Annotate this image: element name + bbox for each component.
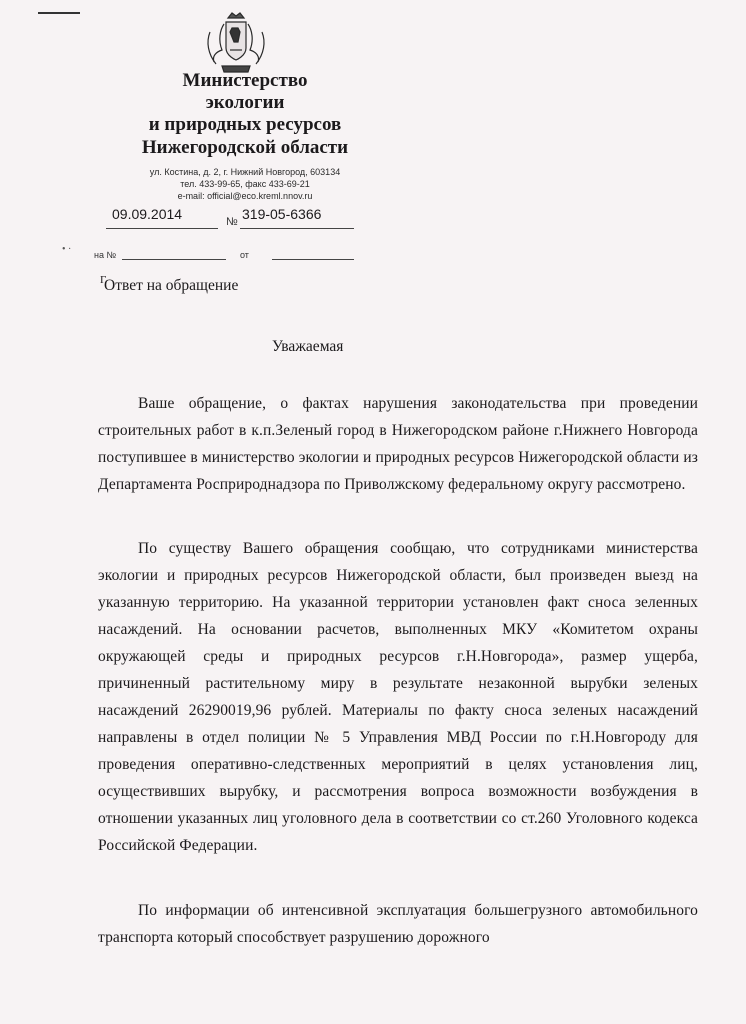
address-line: ул. Костина, д. 2, г. Нижний Новгород, 603134 bbox=[149, 167, 341, 177]
ministry-name-line2: экологии bbox=[205, 92, 285, 113]
email-line: e-mail: official@eco.kreml.nnov.ru bbox=[177, 191, 313, 201]
stray-marks: • · bbox=[62, 244, 72, 255]
paragraph-3: По информации об интенсивной эксплуатация большегрузного автомобильного транспорта который способствует разрушению дорожного bbox=[98, 902, 698, 946]
coat-of-arms-icon bbox=[202, 10, 270, 76]
ministry-name-line3: и природных ресурсов bbox=[148, 114, 342, 135]
paragraph-1: Ваше обращение, о фактах нарушения законодательства при проведении строительных работ в к.п.Зеленый город в Нижегородском районе г.Нижнего Новгорода поступившее в министерство экологии и природных ресурсов Нижегородской области из Департамента Росприроднадзора по Приволжскому федеральному округу рассмотрено. bbox=[98, 395, 698, 493]
corner-bracket: Γ bbox=[100, 274, 107, 286]
number-underline bbox=[240, 228, 354, 229]
paragraph-2: По существу Вашего обращения сообщаю, что сотрудниками министерства экологии и природных ресурсов Нижегородской области, был произведен выезд на указанную территорию. На указанной территории установлен факт сноса зеленных насаждений. На основании расчетов, выполненных МКУ «Комитетом охраны окружающей среды и природных ресурсов г.Н.Новгорода», размер ущерба, причиненный растительному миру в результате незаконной вырубки зеленых насаждений 26290019,96 рублей. Материалы по факту сноса зеленых насаждений направлены в отдел полиции № 5 Управления МВД России по г.Н.Новгороду для проведения оперативно-следственных мероприятий в целях установления лиц, осуществивших вырубку, и рассмотрения вопроса возможности возбуждения в отношении указанных лиц уголовного дела в соответствии со ст.260 Уголовного кодекса Российской Федерации. bbox=[98, 540, 698, 854]
ministry-name-line1: Министерство bbox=[182, 70, 308, 91]
letter-date: 09.09.2014 bbox=[112, 206, 183, 222]
ref-number-field bbox=[122, 259, 226, 260]
number-label: № bbox=[226, 216, 238, 228]
ministry-name-line4: Нижегородской области bbox=[141, 137, 349, 158]
letter-number: 319-05-6366 bbox=[242, 206, 322, 222]
ref-number-label: на № bbox=[94, 250, 117, 260]
ref-date-field bbox=[272, 259, 354, 260]
subject-text: Ответ на обращение bbox=[104, 277, 239, 294]
greeting: Уважаемая bbox=[272, 338, 344, 355]
corner-mark bbox=[38, 12, 80, 14]
phone-line: тел. 433-99-65, факс 433-69-21 bbox=[180, 179, 310, 189]
date-underline bbox=[106, 228, 218, 229]
ref-date-label: от bbox=[240, 250, 249, 260]
subject-line bbox=[100, 274, 239, 295]
